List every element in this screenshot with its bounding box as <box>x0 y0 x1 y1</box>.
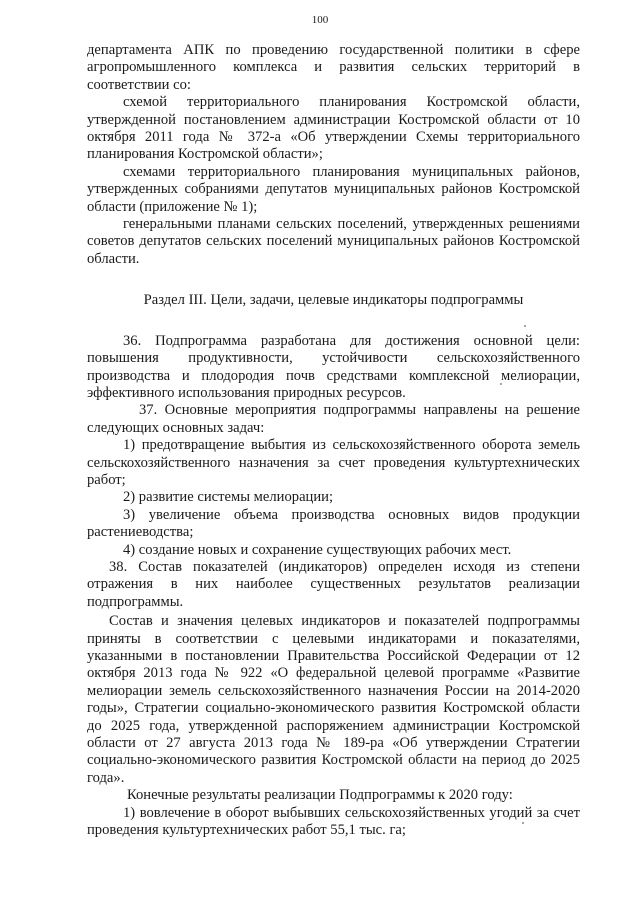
paragraph-regional-scheme: схемой территориального планирования Костромской области, утвержденной постановлением администрации Костромской области от 10 октября 2011 года № 372-а «Об утверждении Схемы территориального планирования Костромской области»; <box>87 94 580 163</box>
scan-speck <box>522 822 524 824</box>
item-38: 38. Состав показателей (индикаторов) определен исходя из степени отражения в них наиболее существенных результатов реализации подпрограммы. <box>87 558 580 610</box>
task-2: 2) развитие системы мелиорации; <box>123 489 334 506</box>
page-number: 100 <box>311 14 329 26</box>
task-4: 4) создание новых и сохранение существующих рабочих мест. <box>123 541 512 558</box>
paragraph-indicators: Состав и значения целевых индикаторов и показателей подпрограммы приняты в соответствии с целевыми индикаторами и показателями, указанными в постановлении Правительства Российской Федерации от 12 октября 2013 года № 922 «О федеральной целевой программе «Развитие мелиорации земель сельскохозяйственного назначения России на 2014-2020 годы», Стратегии социально-экономического развития Костромской области до 2025 года, утвержденной распоряжением администрации Костромской области от 27 августа 2013 года № 189-ра «Об утверждении Стратегии социально-экономического развития Костромской области на период до 2025 года». <box>87 613 580 786</box>
task-3: 3) увеличение объема производства основных видов продукции растениеводства; <box>87 506 580 541</box>
task-1: 1) предотвращение выбытия из сельскохозяйственного оборота земель сельскохозяйственного назначения за счет проведения культуртехнических работ; <box>87 437 580 488</box>
result-1: 1) вовлечение в оборот выбывших сельскохозяйственных угодий за счет проведения культуртехнических работ 55,1 тыс. га; <box>87 804 580 839</box>
paragraph-results-heading: Конечные результаты реализации Подпрограммы к 2020 году: <box>127 787 513 804</box>
item-36: 36. Подпрограмма разработана для достижения основной цели: повышения продуктивности, устойчивости сельскохозяйственного производства и плодородия почв средствами комплексной мелиорации, эффективного использования природных ресурсов. <box>87 332 580 401</box>
scan-speck <box>524 325 526 327</box>
paragraph-municipal-schemes: схемами территориального планирования муниципальных районов, утвержденных собраниями депутатов муниципальных районов Костромской области (приложение № 1); <box>87 163 580 215</box>
scan-speck <box>500 383 502 385</box>
section-heading: Раздел III. Цели, задачи, целевые индикаторы подпрограммы <box>143 292 524 309</box>
paragraph-intro: департамента АПК по проведению государственной политики в сфере агропромышленного комплекса и развития сельских территорий в соответствии со: <box>87 42 580 93</box>
document-body <box>87 42 580 839</box>
item-37: 37. Основные мероприятия подпрограммы направлены на решение следующих основных задач: <box>87 402 580 436</box>
paragraph-general-plans: генеральными планами сельских поселений, утвержденных решениями советов депутатов сельских поселений муниципальных районов Костромской области. <box>87 216 580 267</box>
